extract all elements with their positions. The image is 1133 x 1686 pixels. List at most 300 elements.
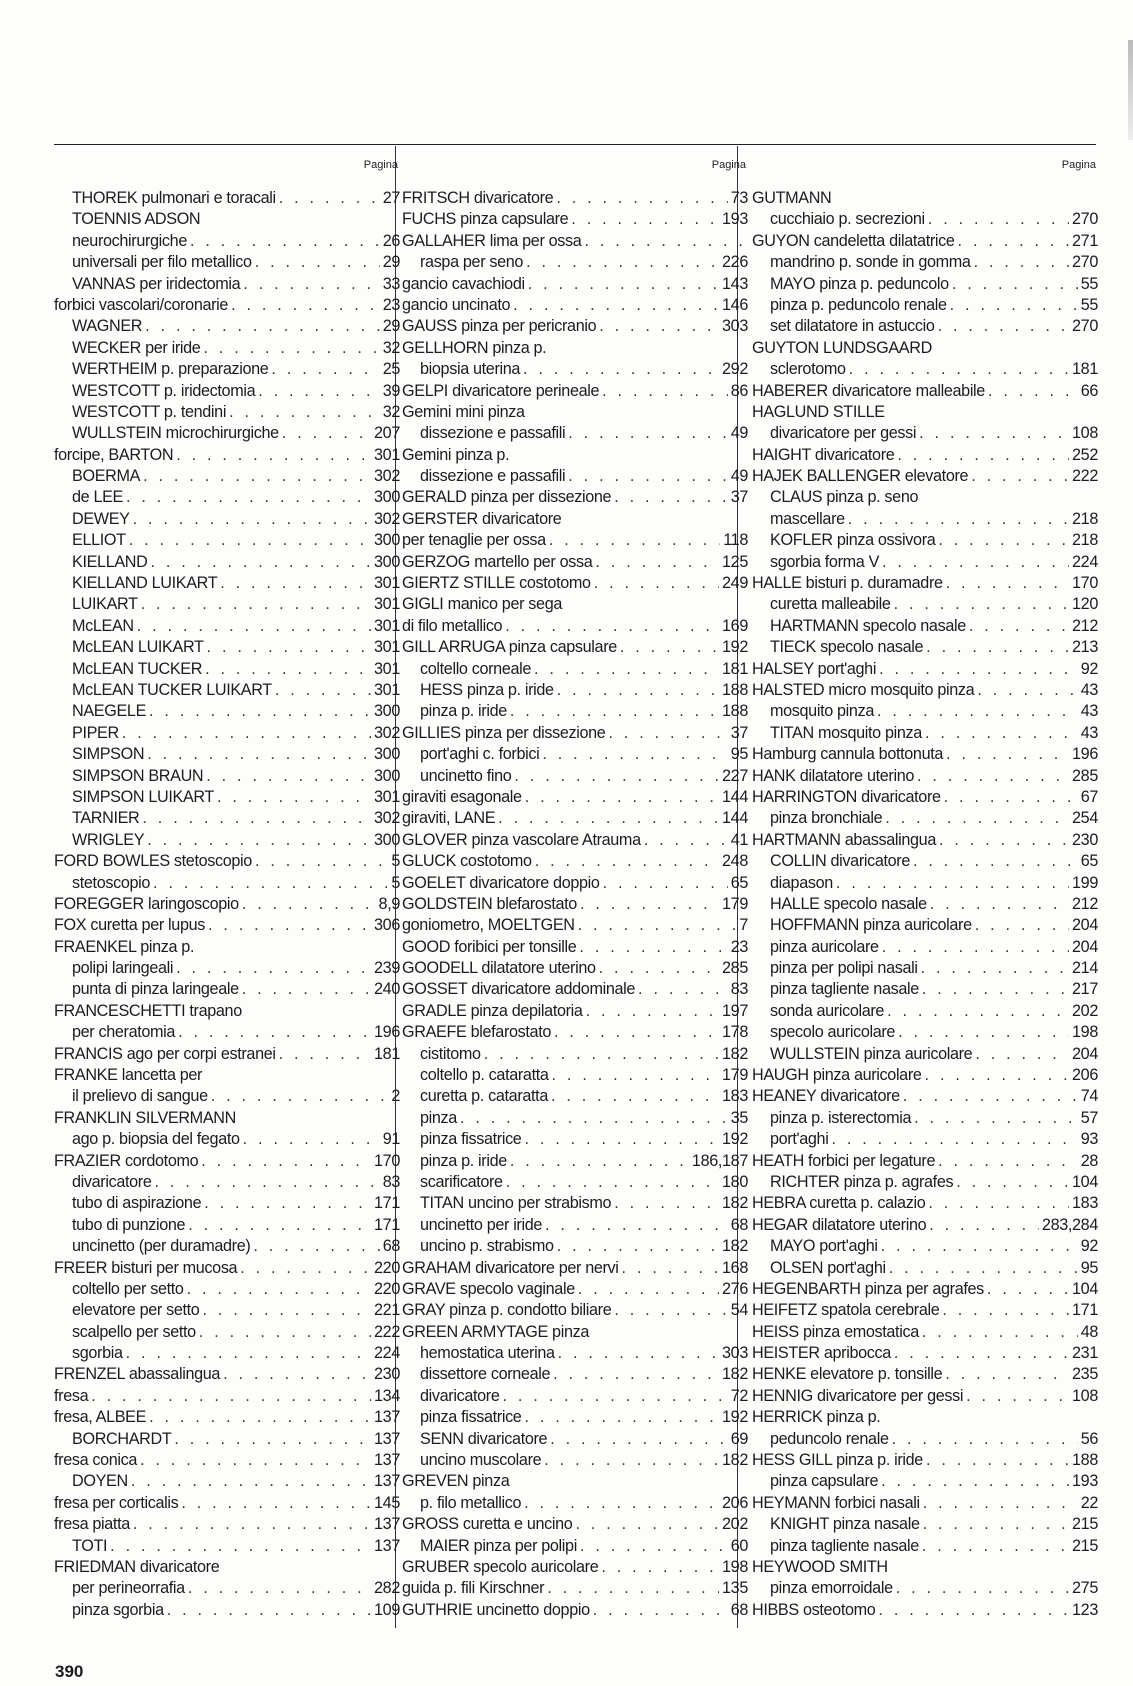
index-entry [752, 1001, 1098, 1022]
dot-leader [484, 1044, 719, 1065]
entry-term: pinza p. isterectomia [770, 1108, 912, 1127]
dot-leader [881, 1471, 1069, 1492]
dot-leader [622, 1258, 719, 1279]
index-entry [54, 1215, 400, 1236]
entry-term: RICHTER pinza p. agrafes [770, 1172, 954, 1191]
entry-page-ref: 26 [382, 231, 400, 250]
index-entry [54, 1236, 400, 1257]
dot-leader [271, 359, 379, 380]
entry-term: HAJEK BALLENGER elevatore [752, 467, 969, 486]
entry-term: fresa conica [54, 1451, 138, 1470]
entry-page-ref: 7 [739, 916, 748, 935]
entry-term: curetta p. cataratta [420, 1087, 548, 1106]
index-entry [54, 1493, 400, 1514]
index-entry [54, 851, 400, 872]
dot-leader [523, 359, 719, 380]
entry-term: per cheratomia [72, 1023, 176, 1042]
index-entry [752, 530, 1098, 551]
index-entry [54, 359, 400, 380]
entry-term: NAEGELE [72, 702, 147, 721]
entry-term: GOODELL dilatatore uterino [402, 959, 596, 978]
entry-page-ref: 212 [1072, 894, 1098, 913]
index-entry [54, 423, 400, 444]
entry-page-ref: 170 [1072, 574, 1098, 593]
dot-leader [836, 873, 1069, 894]
entry-page-ref: 169 [722, 616, 748, 635]
dot-leader [220, 573, 371, 594]
entry-term: FRAENKEL pinza p. [54, 937, 195, 956]
index-entry [54, 1364, 400, 1385]
dot-leader [929, 1215, 1039, 1236]
entry-term: GOSSET divaricatore addominale [402, 980, 636, 999]
index-entry [402, 487, 748, 508]
index-entry [402, 1364, 748, 1385]
index-entry [402, 637, 748, 658]
dot-leader [149, 1407, 371, 1428]
index-entry [752, 1129, 1098, 1150]
entry-page-ref: 32 [382, 338, 400, 357]
entry-term: goniometro, MOELTGEN [402, 916, 575, 935]
entry-page-ref: 248 [722, 852, 748, 871]
index-column-1 [54, 158, 400, 1628]
entry-term: di filo metallico [402, 616, 503, 635]
entry-page-ref: 218 [1072, 531, 1098, 550]
entry-page-ref: 74 [1080, 1087, 1098, 1106]
entry-page-ref: 182 [722, 1194, 748, 1213]
dot-leader [502, 1386, 727, 1407]
index-entry [402, 851, 748, 872]
entry-term: coltello p. cataratta [420, 1066, 549, 1085]
entry-term: FOX curetta per lupus [54, 916, 205, 935]
entry-page-ref: 249 [722, 574, 748, 593]
entry-term: raspa per seno [420, 253, 524, 272]
entry-page-ref: 32 [382, 402, 400, 421]
entry-term: McLEAN TUCKER [72, 659, 203, 678]
index-entry [54, 637, 400, 658]
dot-leader [174, 1429, 371, 1450]
entry-term: CLAUS pinza p. seno [770, 488, 919, 507]
entry-page-ref: 300 [374, 766, 400, 785]
entry-page-ref: 192 [722, 638, 748, 657]
entry-term: sgorbia forma V [770, 552, 880, 571]
entry-page-ref: 168 [722, 1258, 748, 1277]
dot-leader [638, 979, 728, 1000]
entry-term: pinza per polipi nasali [770, 959, 918, 978]
index-entry [54, 979, 400, 1000]
index-entry [54, 894, 400, 915]
index-entry [402, 1108, 748, 1129]
dot-leader [524, 1129, 719, 1150]
dot-leader [188, 1215, 371, 1236]
entry-page-ref: 214 [1072, 959, 1098, 978]
entry-page-ref: 120 [1072, 595, 1098, 614]
dot-leader [202, 1300, 371, 1321]
dot-leader [549, 530, 720, 551]
dot-leader [921, 958, 1069, 979]
dot-leader [176, 958, 371, 979]
index-entry [54, 1600, 400, 1621]
entry-page-ref: 192 [722, 1408, 748, 1427]
index-entry [54, 1450, 400, 1471]
entry-page-ref: 282 [374, 1579, 400, 1598]
index-entry [402, 594, 748, 615]
dot-leader [143, 466, 371, 487]
dot-leader [243, 1129, 380, 1150]
dot-leader [255, 252, 380, 273]
dot-leader [126, 487, 371, 508]
entry-page-ref: 254 [1072, 809, 1098, 828]
index-entry [402, 808, 748, 829]
dot-leader [149, 701, 371, 722]
dot-leader [142, 808, 371, 829]
entry-page-ref: 23 [382, 295, 400, 314]
index-entry [54, 915, 400, 936]
entry-term: KOFLER pinza ossivora [770, 531, 936, 550]
entry-term: il prelievo di sangue [72, 1087, 208, 1106]
dot-leader [137, 616, 371, 637]
index-entry [54, 659, 400, 680]
entry-page-ref: 198 [722, 1558, 748, 1576]
dot-leader [542, 744, 727, 765]
entry-page-ref: 23 [730, 937, 748, 956]
entry-term: pinza emorroidale [770, 1579, 893, 1598]
dot-leader [922, 1536, 1069, 1557]
dot-leader [528, 274, 719, 295]
index-entry [402, 979, 748, 1000]
dot-leader [176, 445, 371, 466]
entry-page-ref: 83 [730, 980, 748, 999]
entry-term: GILLIES pinza per dissezione [402, 723, 606, 742]
entry-term: HABERER divaricatore malleabile [752, 381, 985, 400]
index-entry [402, 659, 748, 680]
entry-term: GUYON candeletta dilatatrice [752, 231, 955, 250]
entry-page-ref: 5 [391, 852, 400, 871]
index-entry [402, 958, 748, 979]
entry-term: HIBBS osteotomo [752, 1600, 876, 1619]
dot-leader [547, 1578, 719, 1599]
dot-leader [595, 552, 719, 573]
entry-page-ref: 226 [722, 253, 748, 272]
entry-term: WESTCOTT p. iridectomia [72, 381, 256, 400]
index-entry [752, 937, 1098, 958]
entry-page-ref: 137 [374, 1429, 400, 1448]
entry-term: GRAEFE blefarostato [402, 1023, 551, 1042]
entry-page-ref: 212 [1072, 616, 1098, 635]
entry-page-ref: 199 [1072, 873, 1098, 892]
index-entry [402, 1065, 748, 1086]
dot-leader [199, 1322, 371, 1343]
entry-page-ref: 302 [374, 509, 400, 528]
entry-page-ref: 67 [1080, 787, 1098, 806]
entry-page-ref: 137 [374, 1451, 400, 1470]
entry-term: stetoscopio [72, 873, 151, 892]
index-entry [752, 252, 1098, 273]
index-entry [752, 1471, 1098, 1492]
entry-term: DOYEN [72, 1472, 128, 1491]
entry-page-ref: 300 [374, 745, 400, 764]
entry-term: DEWEY [72, 509, 130, 528]
entry-term: WESTCOTT p. tendini [72, 402, 227, 421]
entry-page-ref: 303 [722, 317, 748, 336]
dot-leader [938, 530, 1069, 551]
dot-leader [553, 1364, 719, 1385]
index-entry [752, 1450, 1098, 1471]
index-entry [54, 680, 400, 701]
entry-term: GUTHRIE uncinetto doppio [402, 1600, 590, 1619]
dot-leader [557, 1236, 719, 1257]
entry-term: pinza auricolare [770, 937, 879, 956]
entry-page-ref: 301 [374, 595, 400, 614]
dot-leader [258, 381, 379, 402]
entry-term: HALLE bisturi p. duramadre [752, 574, 943, 593]
entry-page-ref: 301 [374, 445, 400, 464]
entry-term: de LEE [72, 488, 123, 507]
entry-term: GALLAHER lima per ossa [402, 231, 582, 250]
dot-leader [925, 1065, 1069, 1086]
index-entry [402, 1471, 748, 1492]
entry-term: FRAZIER cordotomo [54, 1151, 199, 1170]
entry-page-ref: 73 [730, 189, 748, 207]
page-edge-shadow [1128, 40, 1133, 140]
index-entry [402, 616, 748, 637]
entry-term: BOERMA [72, 467, 141, 486]
dot-leader [556, 188, 727, 209]
index-entry [402, 1322, 748, 1343]
dot-leader [208, 915, 371, 936]
dot-leader [514, 766, 719, 787]
entry-term: pinza fissatrice [420, 1130, 522, 1149]
index-entry [402, 402, 748, 423]
entry-term: scarificatore [420, 1172, 503, 1191]
dot-leader [240, 1258, 371, 1279]
entry-term: SIMPSON LUIKART [72, 787, 214, 806]
entry-page-ref: 57 [1080, 1108, 1098, 1127]
dot-leader [460, 1108, 728, 1129]
index-entry [54, 723, 400, 744]
index-entry [54, 1514, 400, 1535]
entry-term: port'aghi c. forbici [420, 745, 540, 764]
index-entry [402, 1236, 748, 1257]
entry-term: GROSS curetta e uncino [402, 1515, 573, 1534]
entry-page-ref: 182 [722, 1365, 748, 1384]
entry-term: FRITSCH divaricatore [402, 189, 554, 207]
entry-term: WAGNER [72, 317, 143, 336]
index-entry [752, 744, 1098, 765]
dot-leader [126, 1343, 371, 1364]
entry-page-ref: 270 [1072, 210, 1098, 229]
entry-term: HAIGHT divaricatore [752, 445, 895, 464]
dot-leader [571, 209, 719, 230]
index-entry [402, 423, 748, 444]
dot-leader [580, 894, 719, 915]
dot-leader [133, 509, 371, 530]
entry-term: cucchiaio p. secrezioni [770, 210, 925, 229]
dot-leader [946, 573, 1069, 594]
entry-page-ref: 188 [1072, 1451, 1098, 1470]
entry-term: HENNIG divaricatore per gessi [752, 1386, 964, 1405]
entry-page-ref: 217 [1072, 980, 1098, 999]
entry-term: KIELLAND [72, 552, 148, 571]
entry-term: pinza p. iride [420, 702, 507, 721]
entry-page-ref: 41 [730, 830, 748, 849]
entry-page-ref: 69 [730, 1429, 748, 1448]
entry-term: divaricatore per gessi [770, 424, 917, 443]
dot-leader [204, 1193, 371, 1214]
index-entry [402, 1407, 748, 1428]
entry-term: uncinetto per iride [420, 1215, 543, 1234]
entry-page-ref: 60 [730, 1536, 748, 1555]
index-entry [402, 1001, 748, 1022]
dot-leader [878, 1600, 1069, 1621]
entry-term: GELPI divaricatore perineale [402, 381, 600, 400]
entry-page-ref: 95 [730, 745, 748, 764]
index-entry [752, 1236, 1098, 1257]
entry-term: uncinetto (per duramadre) [72, 1237, 251, 1256]
index-entry [752, 680, 1098, 701]
dot-leader [147, 830, 371, 851]
entry-page-ref: 104 [1072, 1172, 1098, 1191]
index-entry [752, 316, 1098, 337]
dot-leader [887, 1001, 1069, 1022]
index-entry [402, 209, 748, 230]
entry-page-ref: 25 [382, 360, 400, 379]
entry-term: pinza capsulare [770, 1472, 879, 1491]
dot-leader [578, 1279, 719, 1300]
dot-leader [975, 915, 1069, 936]
index-entry [402, 680, 748, 701]
entry-page-ref: 43 [1080, 680, 1098, 699]
index-entry [402, 1022, 748, 1043]
index-entry [752, 1258, 1098, 1279]
entry-page-ref: 5 [391, 873, 400, 892]
index-entry [54, 209, 400, 230]
entry-term: mandrino p. sonde in gomma [770, 253, 971, 272]
dot-leader [150, 552, 371, 573]
index-entry [402, 1129, 748, 1150]
dot-leader [926, 1450, 1069, 1471]
entry-page-ref: 68 [382, 1237, 400, 1256]
dot-leader [243, 274, 379, 295]
entry-term: ago p. biopsia del fegato [72, 1130, 240, 1149]
entry-page-ref: 220 [374, 1258, 400, 1277]
entry-term: WULLSTEIN microchirurgiche [72, 424, 279, 443]
entry-page-ref: 86 [730, 381, 748, 400]
index-entry [752, 1407, 1098, 1428]
index-entry [752, 787, 1098, 808]
entry-term: HESS pinza p. iride [420, 680, 554, 699]
entry-page-ref: 146 [722, 295, 748, 314]
dot-leader [145, 316, 380, 337]
entry-page-ref: 221 [374, 1301, 400, 1320]
index-entry [54, 231, 400, 252]
index-entry [752, 274, 1098, 295]
index-entry [402, 552, 748, 573]
entry-page-ref: 181 [722, 659, 748, 678]
dot-leader [181, 1493, 371, 1514]
index-entry [752, 1386, 1098, 1407]
index-entry [402, 1493, 748, 1514]
index-entry [402, 1536, 748, 1557]
index-entry [752, 1300, 1098, 1321]
dot-leader [205, 659, 371, 680]
entry-term: giraviti, LANE [402, 809, 496, 828]
entry-term: FRANKE lancetta per [54, 1066, 203, 1085]
entry-term: port'aghi [770, 1130, 829, 1149]
index-entry [402, 1044, 748, 1065]
dot-leader [141, 594, 371, 615]
index-entry [752, 1343, 1098, 1364]
index-entry [54, 188, 400, 209]
entry-term: GAUSS pinza per pericranio [402, 317, 597, 336]
entry-page-ref: 301 [374, 659, 400, 678]
index-entry [402, 295, 748, 316]
entry-term: HALLE specolo nasale [770, 894, 927, 913]
entry-page-ref: 302 [374, 723, 400, 742]
entry-term: HEANEY divaricatore [752, 1087, 900, 1106]
dot-leader [897, 445, 1069, 466]
dot-leader [952, 274, 1078, 295]
entry-page-ref: 125 [722, 552, 748, 571]
dot-leader [207, 637, 371, 658]
entry-page-ref: 95 [1080, 1258, 1098, 1277]
entry-page-ref: 2 [391, 1087, 400, 1106]
entry-page-ref: 109 [374, 1600, 400, 1619]
entry-term: McLEAN [72, 616, 134, 635]
entry-term: GERZOG martello per ossa [402, 552, 593, 571]
dot-leader [242, 979, 371, 1000]
entry-term: SIMPSON [72, 745, 145, 764]
entry-term: gancio uncinato [402, 295, 511, 314]
index-entry [402, 381, 748, 402]
dot-leader [231, 295, 380, 316]
index-entry [752, 1172, 1098, 1193]
dot-leader [524, 1493, 719, 1514]
entry-term: GRADLE pinza depilatoria [402, 1001, 583, 1020]
entry-term: hemostatica uterina [420, 1344, 555, 1363]
entry-term: pinza tagliente nasale [770, 980, 919, 999]
entry-term: WERTHEIM p. preparazione [72, 360, 269, 379]
dot-leader [894, 594, 1069, 615]
entry-page-ref: 224 [1072, 552, 1098, 571]
dot-leader [188, 1578, 371, 1599]
entry-term: FOREGGER laringoscopio [54, 894, 239, 913]
dot-leader [922, 979, 1069, 1000]
dot-leader [568, 466, 727, 487]
entry-page-ref: 93 [1080, 1130, 1098, 1149]
dot-leader [203, 338, 379, 359]
index-entry [752, 1151, 1098, 1172]
index-entry [752, 1578, 1098, 1599]
index-entry [402, 1557, 748, 1578]
entry-term: TOTI [72, 1536, 108, 1555]
index-entry [402, 701, 748, 722]
dot-leader [584, 231, 745, 252]
index-entry [402, 573, 748, 594]
dot-leader [255, 851, 388, 872]
entry-term: per perineorrafia [72, 1579, 185, 1598]
dot-leader [974, 252, 1069, 273]
dot-leader [551, 1086, 719, 1107]
entry-term: pinza p. iride [420, 1151, 507, 1170]
entry-term: tubo di aspirazione [72, 1194, 202, 1213]
index-entry [402, 359, 748, 380]
entry-term: FRIEDMAN divaricatore [54, 1558, 220, 1576]
dot-leader [122, 723, 371, 744]
entry-term: uncinetto fino [420, 766, 512, 785]
entry-page-ref: 123 [1072, 1600, 1098, 1619]
dot-leader [913, 851, 1078, 872]
index-entry [54, 594, 400, 615]
